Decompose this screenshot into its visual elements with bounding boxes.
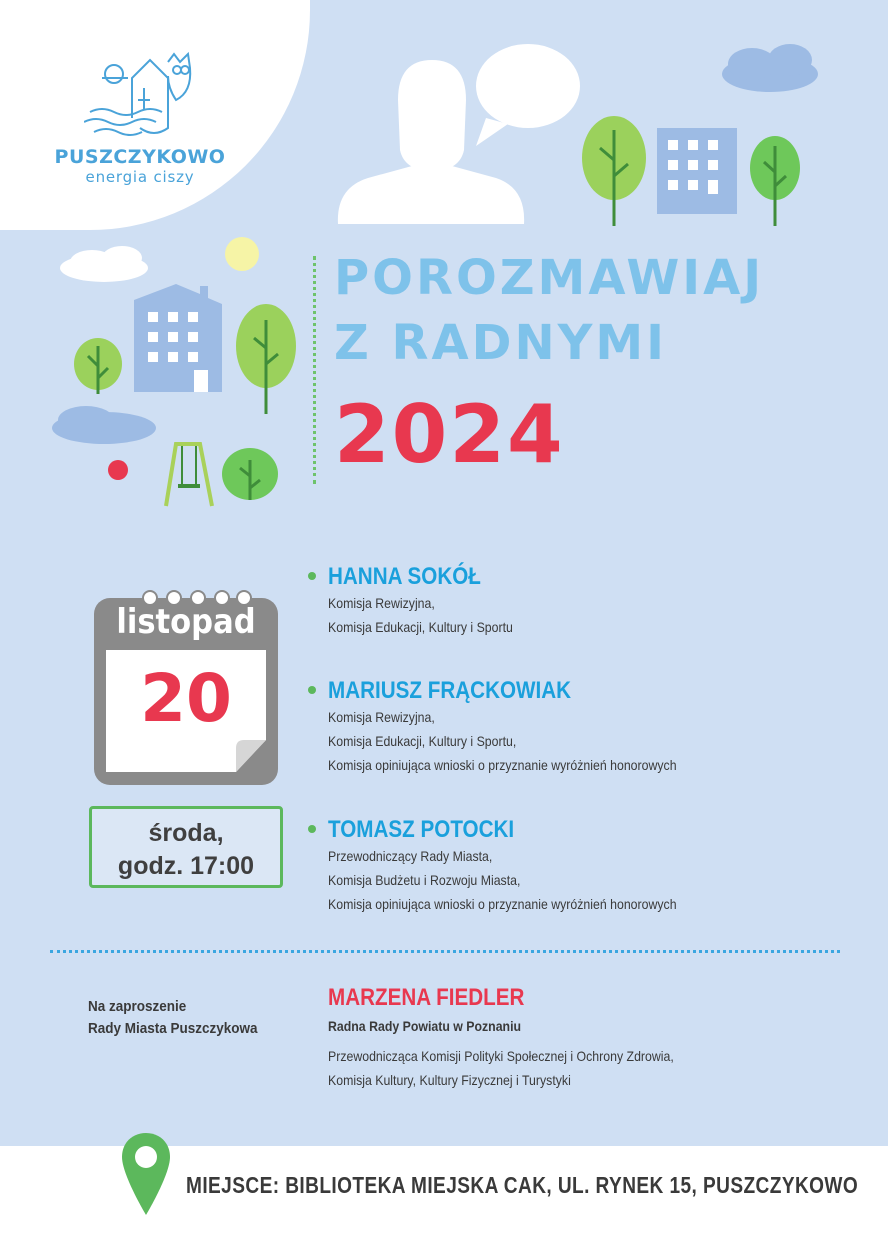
councillor-entry — [308, 677, 724, 777]
bush-icon — [222, 448, 278, 500]
ball-icon — [108, 460, 128, 480]
logo-name: PUSZCZYKOWO — [54, 146, 226, 168]
guest-role: Komisja Kultury, Kultury Fizycznej i Turystyki — [328, 1072, 571, 1088]
logo-tagline: energia ciszy — [85, 168, 195, 186]
guest-entry — [328, 984, 721, 1092]
bullet-icon — [308, 825, 316, 833]
councillor-name: TOMASZ POTOCKI — [328, 816, 515, 843]
swing-icon — [166, 444, 212, 506]
councillor-entry — [308, 816, 724, 916]
invitation-line: Rady Miasta Puszczykowa — [88, 1020, 258, 1037]
section-divider — [50, 950, 840, 953]
calendar-day: 20 — [140, 660, 232, 737]
title-divider — [313, 256, 316, 484]
guest-subtitle: Radna Rady Powiatu w Poznaniu — [328, 1018, 522, 1034]
sun-icon — [225, 237, 259, 271]
title-line-1: POROZMAWIAJ — [334, 250, 765, 306]
calendar-month: listopad — [116, 602, 256, 642]
guest-name: MARZENA FIEDLER — [328, 984, 525, 1011]
councillor-role: Komisja Rewizyjna, — [328, 595, 435, 611]
bullet-icon — [308, 572, 316, 580]
tree-icon — [74, 338, 122, 394]
cloud-icon — [722, 44, 818, 92]
guest-role: Przewodnicząca Komisji Polityki Społecznej i Ochrony Zdrowia, — [328, 1048, 674, 1064]
councillor-role: Komisja opiniująca wnioski o przyznanie wyróżnień honorowych — [328, 757, 677, 773]
building-icon — [657, 128, 737, 214]
tree-icon — [750, 136, 800, 226]
councillor-role: Przewodniczący Rady Miasta, — [328, 848, 493, 864]
councillor-role: Komisja Rewizyjna, — [328, 709, 435, 725]
councillor-name: MARIUSZ FRĄCKOWIAK — [328, 677, 572, 704]
councillor-role: Komisja Budżetu i Rozwoju Miasta, — [328, 872, 521, 888]
councillor-name: HANNA SOKÓŁ — [328, 563, 481, 590]
title-line-2: Z RADNYMI — [334, 315, 668, 371]
time: godz. 17:00 — [117, 852, 255, 880]
tree-icon — [582, 116, 646, 226]
date-time-box — [89, 806, 283, 888]
councillor-role: Komisja opiniująca wnioski o przyznanie wyróżnień honorowych — [328, 896, 677, 912]
bullet-icon — [308, 686, 316, 694]
title-year: 2024 — [334, 388, 565, 481]
invitation-line: Na zaproszenie — [88, 998, 187, 1015]
councillor-entry — [308, 563, 538, 639]
location-pin-icon — [122, 1133, 170, 1215]
cloud-icon — [60, 246, 148, 282]
location-text: MIEJSCE: BIBLIOTEKA MIEJSKA CAK, UL. RYNEK 15, PUSZCZYKOWO — [186, 1172, 859, 1198]
weekday: środa, — [148, 819, 224, 847]
building-icon — [134, 284, 222, 392]
cloud-icon — [52, 406, 156, 444]
speech-bubble-icon — [476, 44, 580, 146]
councillor-role: Komisja Edukacji, Kultury i Sportu, — [328, 733, 517, 749]
tree-icon — [236, 304, 296, 414]
invitation — [88, 996, 258, 1040]
councillor-role: Komisja Edukacji, Kultury i Sportu — [328, 619, 513, 635]
